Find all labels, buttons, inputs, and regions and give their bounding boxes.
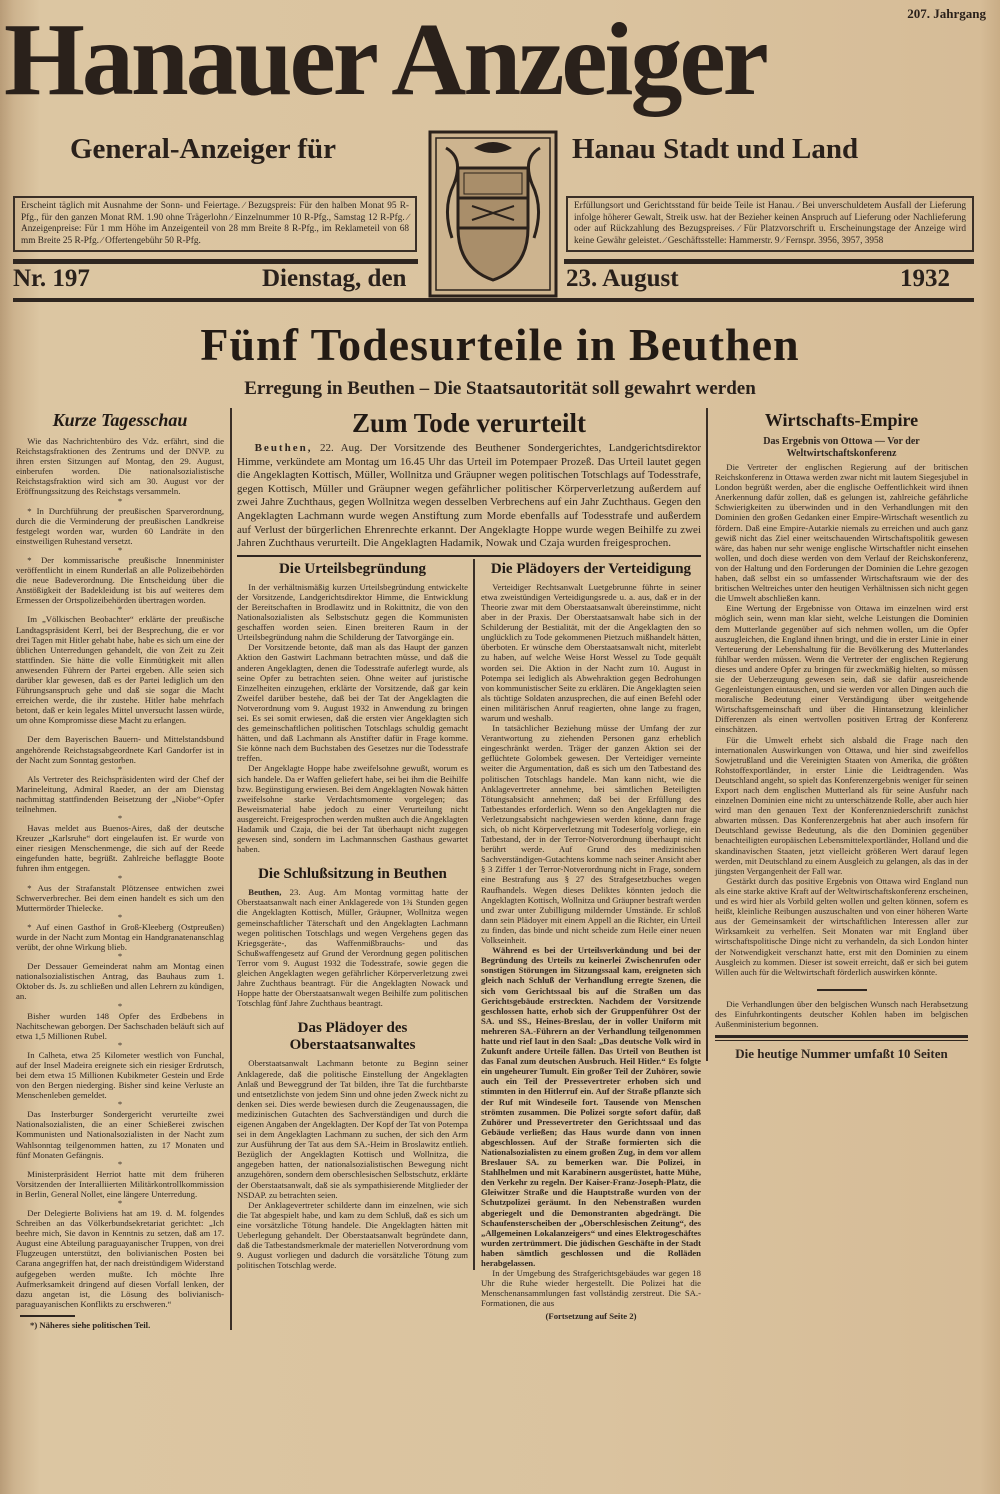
- plaedoyers-verteidigung-title: Die Plädoyers der Verteidigung: [490, 560, 692, 577]
- empire-subtitle: Das Ergebnis von Ottowa — Vor der Weltwirtschaftskonferenz: [763, 436, 920, 459]
- paragraph: In der Umgebung des Strafgerichtsgebäudes war gegen 18 Uhr die Ruhe wieder hergestellt. Die Polizei hat die Menschenansammlungen fast vollständig zerstreut. Die SA.-Formationen, die aus: [481, 1268, 701, 1309]
- news-item: * In Durchführung der preußischen Sparverordnung, durch die die Verminderung der preußischen Landkreise festgelegt worden war, wurden 60 Landräte in den einstweiligen Ruhestand versetzt.: [16, 505, 224, 546]
- paragraph: Der Vorsitzende betonte, daß man als das Haupt der ganzen Aktion den Gastwirt Lachmann betrachten müsse, und daß die anderen Angeklagten, denen die Todesstrafe auferlegt wurde, als seine Opfer zu betrachten seien. Ohne weiter auf juristische Einzelheiten einzugehen, erklärte der Vorsitzende, daß gar kein Zweifel darüber bestehe, daß bei der Tat der Angeklagten die Notverordnung vom 9. August 1932 in Anwendung zu bringen sei. Es sei somit erwiesen, daß die ersten vier Angeklagten sich des gemeinschaftlichen politischen Totschlags schuldig gemacht hätten, und daß Lachmann als Anstifter dafür in Frage komme. Sie könne nach dem Buchstaben des Gesetzes nur die Todesstrafe treffen.: [237, 642, 468, 764]
- subscription-info-box: Erscheint täglich mit Ausnahme der Sonn- und Feiertage. ∕ Bezugspreis: Für den halben Monat 95 R-Pfg., für den ganzen Monat RM. 1.90 ohne Trägerlohn ∕ Einzelnummer 10 R-Pfg., Samstag 12 R-Pfg. ∕ Anzeigenpreise: Für 1 mm Höhe im Anzeigenteil von 28 mm Breite 8 R-Pfg., im Reklameteil von 68 mm Breite 25 R-Pfg. ∕ Offertengebühr 50 R-Pfg.: [13, 196, 417, 252]
- belgium-note: Die Verhandlungen über den belgischen Wunsch nach Herabsetzung des Einfuhrkontingents deutscher Kohlen haben im belgischen Außenministerium begonnen.: [715, 998, 968, 1029]
- paragraph: 23. Aug. Am Montag vormittag hatte der Oberstaatsanwalt nach einer Anklagerede von 1¾ Stunden gegen die Angeklagten Kottisch, Müller, Gräupner, Wollnitza wegen gemeinschaftlicher Täterschaft und den Angeklagten Lachmann wegen politischen Totschlags und wegen Vergehens gegen das Kriegsgeräte-, das Waffenmißbrauchs- und das Schußwaffengesetz auf Grund der Verordnung gegen politischen Terror vom 9. August 1932 die Todesstrafe, sowie gegen die gleichen Angeklagten wegen gefährlicher Körperverletzung zwei Jahre Zuchthaus beantragt. Für die Angeklagten Nowack und Hoppe hatte der Oberstaatsanwalt wegen Beihilfe zum politischen Totschlag fünf Jahre Zuchthaus beantragt.: [237, 887, 469, 1009]
- paragraph: Der Anklagevertreter schilderte dann im einzelnen, wie sich die Tat abgespielt habe, und kam zu dem Schluß, daß es sich um eine vorsätzliche Tötung handele. Die Angeklagten hätten mit Ueberlegung gehandelt. Der Oberstaatsanwalt begründete dann, daß die Tatbestandsmerkmale der materiellen Notverordnung vom 9. August vorliegen und dadurch die vorsätzliche Tötung zum politischen Totschlag werde.: [237, 1199, 468, 1271]
- separator-star: *: [117, 951, 123, 962]
- paragraph: In der verhältnismäßig kurzen Urteilsbegründung entwickelte der Vorsitzende, Landgerichtsdirektor Himme, die Entwicklung der Bereitschaften in Brodlawitz und in Rokittnitz, die von den Nationalsozialisten als Selbstschutz gegen die Kommunisten geschaffen worden seien. Einen breiteren Raum in der Urteilsbegründung nahm die Schilderung der Tatvorgänge ein.: [237, 581, 468, 643]
- separator-star: *: [117, 495, 123, 506]
- lead-dateline: Beuthen,: [254, 442, 313, 454]
- rule: [715, 1035, 968, 1041]
- news-item: Im „Völkischen Beobachter“ erklärte der preußische Landtagspräsident Kerrl, bei der Besprechung, die er vor drei Tagen mit Hitler gehabt habe, habe es sich um eine der üblichen Unterredungen gehandelt, die von Zeit zu Zeit stattfinden. Sie hätte die volle Einmütigkeit mit allen anwesenden Führern der Partei ergeben. Alle seien sich darüber klar gewesen, daß es der Partei lediglich um den Führungsanspruch gehe und daß sie sogar die Macht erreichen werde, die ihr zustehe. Hitler habe mehrfach betont, daß er kein legales Mittel unversucht lassen würde, um ohne Kompromisse diese Macht zu erlangen.: [16, 614, 224, 726]
- paragraph: Die Vertreter der englischen Regierung auf der britischen Reichskonferenz in Ottawa werden zwar nicht mit lautem Siegesjubel in London begrüßt werden, aber die englische Oeffentlichkeit wird ihnen Anerkennung dafür zollen, daß es gelungen ist, zahlreiche gefährliche Schwierigkeiten zu überwinden und in den Verhandlungen mit den Dominien den großen Gedanken einer Empire-Wirtschaft wesentlich zu fördern. Daß eine Empire-Autarkie niemals zu erreichen und auch ganz gewiß nicht das Ziel einer weitschauenden Wirtschaftspolitik gewesen wäre, das haben nur sehr wenige englische Wirtschaftler nicht einsehen wollen, und doch diese werden von dem Verlauf der Reichskonferenz, von der Haltung und den Forderungen der Dominien die Lehre gezogen haben, daß selbst ein so umfassender Wirtschaftsraum wie der des britischen Weltreiches unter den heutigen Verhältnissen sich nicht gegen die Umwelt abschließen kann.: [715, 462, 968, 604]
- divider: [817, 989, 867, 991]
- continued-on-page-2: (Fortsetzung auf Seite 2): [545, 1310, 637, 1321]
- article-columns: [16, 408, 972, 1330]
- news-item: Als Vertreter des Reichspräsidenten wird der Chef der Marineleitung, Admiral Raeder, an der am Dienstag nachmittag stattfindenden Beisetzung der „Niobe“-Opfer teilnehmen.: [16, 773, 224, 814]
- news-item: * Aus der Strafanstalt Plötzensee entwichen zwei Schwerverbrecher. Bei dem einen handelt es sich um den Muttermörder Thielecke.: [16, 882, 224, 913]
- pages-notice: Die heutige Nummer umfaßt 10 Seiten: [735, 1046, 948, 1062]
- tagesschau-column: [16, 408, 232, 1330]
- paragraph: Für die Umwelt erhebt sich alsbald die Frage nach den internationalen Auswirkungen von Ottawa, und hier sind zweifellos Sowjetrußland und die Vereinigten Staaten von Amerika, die größten Rohstoffexportländer, in erster Linie die Leidtragenden. Was Deutschland angeht, so spielt das Konferenzergebnis weniger für seinen Export nach dem englischen Mutterland als für seine Ausfuhr nach einzelnen Dominien eine nicht zu unterschätzende Rolle, aber auch hier wird man den genauen Text der Konferenzniederschrift zunächst abwarten müssen. Das Konferenzergebnis hat aber auch insofern für Deutschland gewisse Bedeutung, als die den Dominien gegenüber benachteiligten europäischen Lebensmittelexportländer, Holland und die skandinavischen Staaten, jetzt vielleicht größeren Wert darauf legen werden, mit Deutschland zu einem Ausgleich zu gelangen, als das in der jüngsten Vergangenheit der Fall war.: [715, 734, 968, 876]
- footnote-rule: [20, 1315, 75, 1317]
- separator-star: *: [117, 911, 123, 922]
- weekday: Dienstag, den: [262, 265, 407, 292]
- news-item: Bisher wurden 148 Opfer des Erdbebens in Nachitschewan geborgen. Der Sachschaden beläuft sich auf etwa 1,5 Millionen Rubel.: [16, 1010, 224, 1041]
- plaedoyer-oberstaatsanwalt-title: Das Plädoyer des Oberstaatsanwaltes: [289, 1020, 416, 1054]
- masthead-title: Hanauer Anzeiger: [4, 2, 766, 117]
- coat-of-arms-emblem: [424, 128, 562, 300]
- lead-article-text: 22. Aug. Der Vorsitzende des Beuthener Sondergerichtes, Landgerichtsdirektor Himme, verkündete am Montag um 16.45 Uhr das Urteil im Potempaer Prozeß. Das Urteil lautet gegen die Angeklagten Kottisch, Müller, Wollnitza und Gräupner wegen politischen Totschlags auf Todesstrafe, gegen Kottisch, Müller und Gräupner wegen gefährlicher politischer Körperverletzung außerdem auf zwei Jahre Zuchthaus, gegen Wollnitza wegen desselben Verbrechens auf ein Jahr Zuchthaus. Gegen den Angeklagten Lachmann wurde wegen Anstiftung zum Morde ebenfalls auf Todesstrafe und außerdem auf Verlust der bürgerlichen Ehrenrechte erkannt. Der Angeklagte Hoppe wurde wegen Beihilfe zu zwei Jahren Zuchthaus verurteilt. Die Angeklagten Hadamik, Nowak und Czaja wurden freigesprochen.: [237, 442, 702, 550]
- issue-year: 1932: [900, 265, 950, 292]
- sub-headline: Erregung in Beuthen – Die Staatsautorität soll gewahrt werden: [244, 378, 756, 399]
- separator-star: *: [117, 1000, 123, 1011]
- news-item: Havas meldet aus Buenos-Aires, daß der deutsche Kreuzer „Karlsruhe“ dort eingelaufen ist. Er wurde von einer riesigen Menschenmenge, die sich auf der Reede eingefunden hatte, begrüßt. Zahlreiche beflaggte Boote fuhren ihm entgegen.: [16, 823, 224, 874]
- verdict-column: [237, 559, 475, 1271]
- empire-column: [706, 408, 968, 1061]
- separator-star: *: [117, 1039, 123, 1050]
- news-item: Ministerpräsident Herriot hatte mit dem früheren Vorsitzenden der Interalliierten Militärkontrollkommission in Berlin, General Nollet, eine längere Unterredung.: [16, 1168, 224, 1199]
- legal-info-box: Erfüllungsort und Gerichtsstand für beide Teile ist Hanau. ∕ Bei unverschuldetem Ausfall der Lieferung infolge höherer Gewalt, Streik usw. hat der Bezieher keinen Anspruch auf Lieferung oder Nachlieferung oder auf Rückzahlung des Bezugspreises. ∕ Für Platzvorschrift u. Erscheinungstage der Anzeige wird keine Gewähr geleistet. ∕ Geschäftsstelle: Hammerstr. 9 ∕ Fernspr. 3956, 3957, 3958: [566, 196, 974, 252]
- separator-star: *: [117, 1158, 123, 1169]
- schlusssitzung-title: Die Schlußsitzung in Beuthen: [258, 866, 447, 883]
- news-item: Der dem Bayerischen Bauern- und Mittelstandsbund angehörende Reichstagsabgeordnete Karl Gandorfer ist in der Nacht zum Sonntag gestorben.: [16, 734, 224, 765]
- separator-star: *: [117, 1099, 123, 1110]
- rule: [237, 555, 701, 557]
- main-headline: Fünf Todesurteile in Beuthen: [200, 319, 800, 370]
- separator-star: *: [117, 1198, 123, 1208]
- news-item: * Auf einen Gasthof in Groß-Kleeberg (Ostpreußen) wurde in der Nacht zum Montag ein Handgranatenanschlag verübt, der ohne Wirkung blieb.: [16, 921, 224, 953]
- rule: [13, 298, 974, 302]
- paragraph: Verteidiger Rechtsanwalt Luetgebrunne führte in seiner etwa zweistündigen Verteidigungsrede u. a. aus, daß er in der Theorie zwar mit dem Oberstaatsanwalt übereinstimme, nicht aber in der Praxis. Der Oberstaatsanwalt habe sich in der Schilderung der Bestialität, mit der die Angeklagten den so unglücklich zu Tode gekommenen Pietzuch mißhandelt hätten, überboten. Er wünsche dem Oberstaatsanwalt nicht, miterlebt zu haben, auf welche Weise Horst Wessel zu Tode gequält worden sei. Die Aktion in der Nacht zum 10. August in Potempa sei lediglich als Abwehraktion gegen Bedrohungen von kommunistischer Seite zu erklären. Die Angeklagten seien als tüchtige Soldaten anzusprechen, die auf einen Befehl oder einen militärischen Anruf reagierten, ohne lange zu fragen, warum und weshalb.: [481, 581, 701, 723]
- urteilsbegruendung-title: Die Urteilsbegründung: [278, 560, 427, 577]
- defense-column: [475, 559, 701, 1321]
- paragraph: Der Angeklagte Hoppe habe zweifelsohne gewußt, worum es sich handele. Da er Waffen geliefert habe, sei bei ihm die Beihilfe bzw. Begünstigung erwiesen. Bei dem Angeklagten Nowak hätten zweifelsohne starke Verdachtsmomente vorgelegen; das Beweismaterial habe jedoch zu einer Verurteilung nicht ausgereicht. Freigesprochen werden mußten auch die Angeklagten Hadamik und Czaja, die bei der Tat überhaupt nicht zugegen gewesen sind, sondern im Lachmannschen Gasthaus gewartet haben.: [237, 763, 468, 855]
- paragraph: Oberstaatsanwalt Lachmann betonte zu Beginn seiner Anklagerede, daß die politische Einstellung der Angeklagten Anlaß und Beweggrund der Tat bilden, ihre Tat die furchtbarste und entsetzlichste von jedem Sinn und ohne jeden Zweck nicht zu denken sei. Dies werde bewiesen durch die Zeugenaussagen, die medizinischen Gutachten des Sachverständigen und durch die eigenen Angaben der Angeklagten. Der Kopf der Tat von Potempa sei in dem Angeklagten Lachmann zu suchen, der sich den Arm zur Ausführung der Tat aus dem SA.-Heim in Broslawitz entlieh. Bezüglich der Angeklagten Kottisch und Wollnitza, die angegeben hatten, der nationalsozialistischen Bewegung nicht anzugehören, sondern dem oberschlesischen Selbstschutz, erklärte der Oberstaatsanwalt, daß sie als sympathisierende Mitglieder der NSDAP. zu betrachten seien.: [237, 1058, 468, 1200]
- paragraph: Gestärkt durch das positive Ergebnis von Ottawa wird England nun als eine starke aktive Kraft auf der Weltwirtschaftskonferenz erscheinen, und es wird hier als Vorbild gelten wollen und gelten können, sofern es heißt, kleinliche Reibungen auszuschalten und von einer höheren Warte aus der Gemeinsamkeit der wirtschaftlichen Interessen aller zur Wirksamkeit zu verhelfen. Seit Monaten war mit England über wirtschaftspolitische Dinge nicht zu verhandeln, da sich London hinter der Notwendigkeit verschanzt hatte, erst mit den Dominien zu einem Ausgleich zu kommen. Dieser ist soweit erreicht, daß er sich bei gutem Willen auch für die Weltwirtschaft förderlich auswirken könnte.: [715, 875, 968, 977]
- middle-block: [232, 408, 706, 1321]
- masthead-subtitle-left: General-Anzeiger für: [70, 133, 337, 165]
- empire-title: Wirtschafts-Empire: [764, 410, 919, 430]
- lead-article: [237, 408, 701, 551]
- news-item: In Calheta, etwa 25 Kilometer westlich von Funchal, auf der Insel Madeira ereignete sich ein riesiger Erdrutsch, bei dem etwa 15 Millionen Kubikmeter Gestein und Erde von den Bergen niederging. Bisher sind keine Verluste an Menschenleben gemeldet.: [16, 1049, 224, 1101]
- lead-article-title: Zum Tode verurteilt: [352, 408, 586, 438]
- separator-star: *: [117, 872, 123, 883]
- issue-number: Nr. 197: [13, 265, 90, 292]
- paragraph: Während es bei der Urteilsverkündung und bei der Begründung des Urteils zu keinerlei Zwischenrufen oder sonstigen Störungen im Sitzungssaal kam, ereigneten sich gleich nach Schluß der Verhandlung erregte Szenen, die sich vom Gerichtssaal bis auf die Straßen um das Gerichtsgebäude erstreckten. Nachdem der Vorsitzende geschlossen hatte, erhob sich der Gruppenführer Ost der SA. und SS., Heines-Breslau, der in voller Uniform mit mehreren SA.-Führern an der Verhandlung teilgenommen hatte und rief laut in den Saal: „Das deutsche Volk wird in Zukunft andere Urteile fällen. Das Urteil von Beuthen ist das Fanal zum deutschen Ausbruch. Heil Hitler.“ Es folgte ein ungeheurer Tumult. Ein großer Teil der Zuhörer, sowie auch ein Teil der Pressevertreter erhoben sich und stimmten in den Hitlerruf ein. Auf der Straße pflanzte sich der Ruf mit Windeseile fort. Tausende von Menschen strömten zusammen. Die Polizei sorgte sofort dafür, daß Zuhörer und Pressevertreter den Gerichtssaal und das Gebäude verließen; das Haus wurde dann von innen abgeschlossen. Auf der Straße formierten sich die Nationalsozialisten zu einem großen Zug, in dem vor allem Breslauer SA. zu bemerken war. Die Polizei, in Stahlhelmen und mit Karabinern ausgerüstet, hatte Mühe, den Verkehr zu regeln. Der Kaiser-Franz-Joseph-Platz, die Gleiwitzer Straße und die Hauptstraße wurden von der Schutzpolizei geräumt. In den Nebenstraßen wurden abgeriegelt und die Demonstranten abgedrängt. Die Schaufensterscheiben der „Oberschlesischen Zeitung“, des „Allgemeinen Lokalanzeigers“ und eines Elektrogeschäftes wurden zertrümmert. Die jüdischen Geschäfte in der Stadt haben sämtlich geschlossen und die Rolläden herabgelassen.: [481, 945, 701, 1269]
- news-item: Wie das Nachrichtenbüro des Vdz. erfährt, sind die Reichstagsfraktionen des Zentrums und der DNVP. zu ihren ersten Sitzungen auf Montag, den 29. August, einberufen worden. Die nationalsozialistische Reichstagsfraktion wird sich am 30. August vor der Eröffnungssitzung des Reichstags versammeln.: [16, 436, 224, 497]
- masthead-subtitle-right: Hanau Stadt und Land: [572, 133, 859, 165]
- separator-star: *: [117, 813, 123, 824]
- issue-date: 23. August: [566, 265, 679, 292]
- schlusssitzung-dateline: Beuthen,: [248, 887, 282, 898]
- paragraph: Eine Wertung der Ergebnisse von Ottawa im einzelnen wird erst möglich sein, wenn man klar sieht, welche Leistungen die Dominien dem Mutterlande gegenüber auf sich nehmen wollen, um die Opfer auszugleichen, die England ihnen bringt, und die in erster Linie in einer Verteuerung der Lebenshaltung für die Bevölkerung des Mutterlandes fühlbar werden müssen. Wenn die Vertreter der englischen Regierung dieses und andere Opfer zu bringen für zweckmäßig hielten, so müssen sie der Ueberzeugung gewesen sein, daß sie dafür ausreichende Gegenleistungen eintauschen, und sie werden vor allen Dingen auch die moralische Bedeutung einer Verständigung über weitgehende Wirtschaftsgemeinschaft und über die Hintansetzung kleinlicher Differenzen als einen wertvollen positiven Ertrag der Konferenz einschätzen.: [715, 603, 968, 735]
- separator-star: *: [117, 604, 123, 615]
- separator-star: *: [117, 763, 123, 774]
- news-item: Der Delegierte Boliviens hat am 19. d. M. folgendes Schreiben an das Völkerbundsekretariat gerichtet: „Ich beehre mich, Sie davon in Kenntnis zu setzen, daß am 17. August eine Abteilung paraguayanischer Truppen, von drei Flugzeugen unterstützt, den bolivianischen Posten bei Carana angegriffen hat, der nach dreistündigem Widerstand aufgegeben werden mußte. Ich möchte Ihre Aufmerksamkeit dringend auf diesen Vorfall lenken, der dazu angetan ist, die Lösung des bolivianisch-paraguayanischen Konflikts zu erschweren.“: [16, 1208, 224, 1309]
- news-item: Das Insterburger Sondergericht verurteilte zwei Nationalsozialisten, die an einer Schießerei zwischen Kommunisten und Nationalsozialisten in der Nacht zum Wahlsonntag teilgenommen hatten, zu 17 Monaten und fünf Monaten Gefängnis.: [16, 1109, 224, 1160]
- news-item: Der Dessauer Gemeinderat nahm am Montag einen nationalsozialistischen Antrag, das Bauhaus zum 1. Oktober ds. Js. zu schließen und allen Lehrern zu kündigen, an.: [16, 961, 224, 1002]
- separator-star: *: [117, 724, 123, 735]
- news-item: * Der kommissarische preußische Innenminister veröffentlicht in einem Runderlaß an alle Polizeibehörden die neue Badeverordnung. Die Entscheidung über die Anstößigkeit der Badekleidung ist bis auf weiteres dem Ermessen der Ortspolizeibehörden übertragen worden.: [16, 554, 224, 606]
- footnote: *) Näheres siehe politischen Teil.: [30, 1319, 151, 1330]
- separator-star: *: [117, 544, 123, 555]
- paragraph: In tatsächlicher Beziehung müsse der Umfang der zur Verantwortung zu ziehenden Personen ganz erheblich eingeschränkt werden. Träger der ganzen Aktion sei der geflüchtete Golombek gewesen. Der Verteidiger verneinte weiter die Argumentation, daß es sich um den Tatbestand des politischen Totschlags handele. Man kann nicht, wie die Anklagevertreter annehme, bei sämtlichen Beteiligten Tötungsabsicht annehmen; daß bei der Erfüllung des Tatbestandes erforderlich. Wenn so den Angeklagten nur die Verletzungsabsicht nachgewiesen werden könne, dann frage sich, ob nicht Körperverletzung mit Todeserfolg vorliege, ein Tatbestand, der in der Terror-Notverordnung überhaupt nicht berührt werde. Auf Grund des medizinischen Sachverständigen-Gutachtens komme nach seiner Ansicht aber § 3 Ziffer 1 der Terror-Notverordnung nicht in Frage, sondern eine Bestrafung aus § 27 des Strafgesetzbuches wegen Raufhandels. Wegen dieses Deliktes könnten jedoch die Angeklagten Kottisch, Wollnitza und Gräupner bestraft werden und zwar unter Zubilligung mildernder Umstände. Er schloß dann sein Plädoyer mit einem Appell an die Richter, ein Urteil zu finden, das binde und nicht scheide zum Heile einer neuen Volkseinheit.: [481, 723, 701, 946]
- volume-year: 207. Jahrgang: [907, 6, 986, 21]
- tagesschau-title: Kurze Tagesschau: [52, 410, 188, 430]
